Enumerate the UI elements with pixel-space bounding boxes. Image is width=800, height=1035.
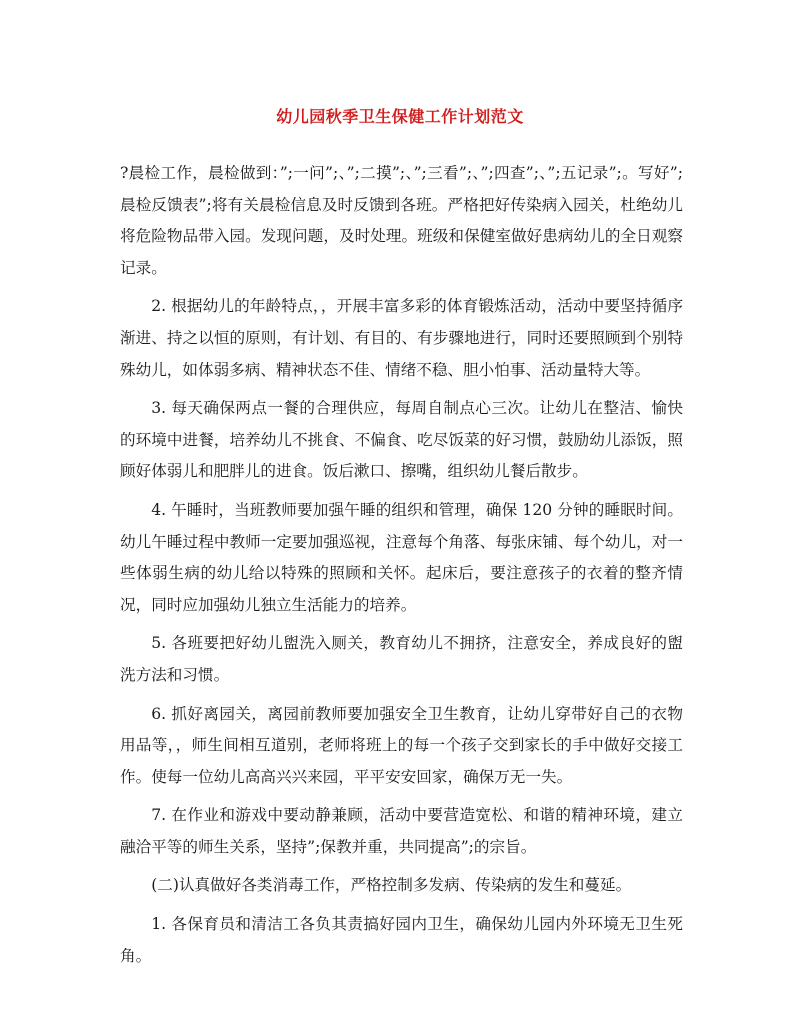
paragraph-item-3: 3. 每天确保两点一餐的合理供应，每周自制点心三次。让幼儿在整洁、愉快的环境中进餐，培养幼儿不挑食、不偏食、吃尽饭菜的好习惯，鼓励幼儿添饭，照顾好体弱儿和肥胖儿的进食。饭后漱口、擦嘴，组织幼儿餐后散步。 bbox=[120, 399, 683, 481]
document-title: 幼儿园秋季卫生保健工作计划范文 bbox=[276, 107, 524, 126]
paragraph-item-2: 2. 根据幼儿的年龄特点，，开展丰富多彩的体育锻炼活动，活动中要坚持循序渐进、持之以恒的原则，有计划、有目的、有步骤地进行，同时还要照顾到个别特殊幼儿，如体弱多病、精神状态不佳、情绪不稳、胆小怕事、活动量特大等。 bbox=[120, 297, 683, 379]
paragraph-item-6: 6. 抓好离园关，离园前教师要加强安全卫生教育，让幼儿穿带好自己的衣物用品等，，师生间相互道别，老师将班上的每一个孩子交到家长的手中做好交接工作。使每一位幼儿高高兴兴来园，平平安安回家，确保万无一失。 bbox=[120, 704, 683, 786]
paragraph-item-4: 4. 午睡时，当班教师要加强午睡的组织和管理，确保 120 分钟的睡眠时间。幼儿午睡过程中教师一定要加强巡视，注意每个角落、每张床铺、每个幼儿，对一些体弱生病的幼儿给以特殊的照顾和关怀。起床后，要注意孩子的衣着的整齐情况，同时应加强幼儿独立生活能力的培养。 bbox=[120, 500, 683, 614]
paragraph-item-5: 5. 各班要把好幼儿盥洗入厕关，教育幼儿不拥挤，注意安全，养成良好的盥洗方法和习惯。 bbox=[120, 634, 683, 684]
document-body bbox=[120, 158, 683, 979]
paragraph-item-7: 7. 在作业和游戏中要动静兼顾，活动中要营造宽松、和谐的精神环境，建立融洽平等的师生关系，坚持”;保教并重，共同提高”;的宗旨。 bbox=[120, 806, 683, 856]
paragraph-section-2-heading: (二)认真做好各类消毒工作，严格控制多发病、传染病的发生和蔓延。 bbox=[151, 876, 632, 895]
paragraph-morning-check: ?晨检工作，晨检做到：”;一问”;、”;二摸”;、”;三看”;、”;四查”;、”;五记录”;。写好”;晨检反馈表”;将有关晨检信息及时反馈到各班。严格把好传染病入园关，杜绝幼儿将危险物品带入园。发现问题，及时处理。班级和保健室做好患病幼儿的全日观察记录。 bbox=[120, 164, 683, 277]
paragraph-section-2-item-1: 1. 各保育员和清洁工各负其责搞好园内卫生，确保幼儿园内外环境无卫生死角。 bbox=[120, 915, 683, 965]
